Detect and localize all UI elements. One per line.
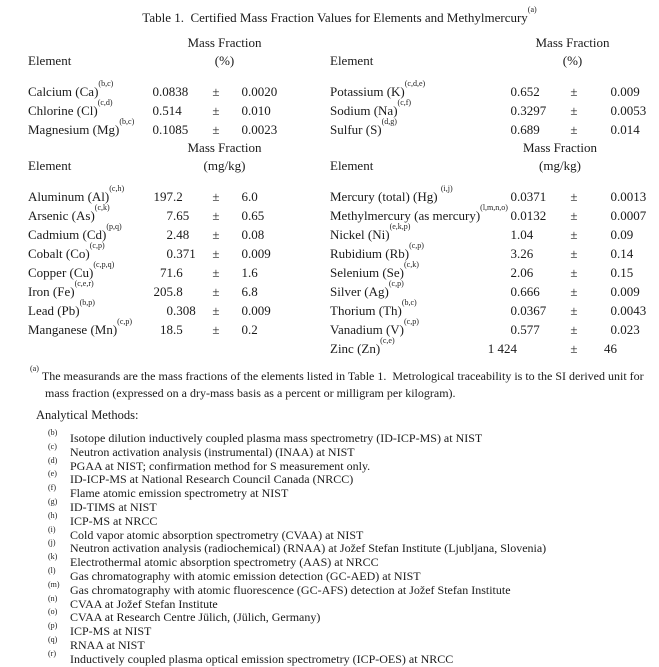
- column-header-unit: (%): [214, 53, 235, 68]
- uncertainty-value-int: 0: [610, 246, 617, 261]
- element-name: Thorium $(Th)^{(b,c)}$: [330, 298, 417, 318]
- plus-minus-sign: ±: [570, 122, 578, 137]
- mass-fraction-value: [152, 282, 203, 301]
- element-row: [330, 79, 651, 101]
- element-name: Methylmercury (as mercury)$^{(l,m,n,o)}$: [330, 203, 508, 223]
- element-footnote-sup: (b,c): [401, 298, 417, 308]
- mass-fraction-value-int: 197: [153, 189, 173, 204]
- mass-fraction-value-int: 0: [152, 122, 159, 137]
- element-name: Sodium $(Na)^{(c,f)}$: [330, 98, 412, 118]
- uncertainty-value-int: 0: [610, 227, 617, 242]
- uncertainty-value-int: 0: [610, 265, 617, 280]
- mass-fraction-value-frac: .514: [159, 103, 182, 118]
- element-name: Selenium $(Se)^{(c,k)}$: [330, 260, 419, 280]
- uncertainty-value-frac: .08: [248, 227, 265, 242]
- mass-fraction-value: [485, 282, 561, 301]
- element-name: Iron $(Fe)^{(c,e,r)}$: [28, 279, 94, 299]
- mass-fraction-value-frac: .6: [173, 265, 183, 280]
- method-item: (o) CVAA at Research Centre Jülich, (Jülich, Germany): [48, 607, 321, 625]
- element-row: [330, 336, 651, 358]
- method-item: (k) Electrothermal atomic absorption spectrometry (AAS) at NRCC: [48, 552, 379, 570]
- uncertainty-value: [603, 187, 646, 206]
- mass-fraction-value: [152, 320, 203, 339]
- element-name: Nickel $(Ni)^{(e,k,p)}$: [330, 222, 411, 242]
- element-row: [28, 298, 330, 320]
- uncertainty-value-frac: .014: [617, 122, 640, 137]
- element-name: Rubidium $(Rb)^{(c,p)}$: [330, 241, 424, 261]
- element-name: Vanadium $(V)^{(c,p)}$: [330, 317, 419, 337]
- mass-fraction-value-frac: .04: [517, 227, 534, 242]
- uncertainty-value-frac: .8: [248, 284, 258, 299]
- uncertainty-value-int: 0: [610, 84, 617, 99]
- method-text: Flame atomic emission spectrometry at NIST: [70, 486, 289, 501]
- mass-fraction-value-frac: .2: [173, 189, 183, 204]
- column-header-element: Element: [28, 158, 72, 173]
- uncertainty-value: [241, 320, 258, 339]
- mass-fraction-value: [152, 101, 203, 120]
- mass-fraction-value: [485, 225, 561, 244]
- table-title-text: Table 1. Certified Mass Fraction Values for Elements and Methylmercury: [142, 10, 528, 25]
- method-item: (g) ID-TIMS at NIST: [48, 496, 157, 514]
- mass-fraction-value-frac: .8: [173, 284, 183, 299]
- element-footnote-sup: (c,p): [388, 279, 404, 289]
- plus-minus-sign: ±: [212, 84, 220, 99]
- uncertainty-value-int: 46: [604, 341, 617, 356]
- plus-minus-sign: ±: [570, 208, 578, 223]
- element-footnote-sup: (p,q): [106, 222, 122, 232]
- mass-fraction-value-frac: .48: [173, 227, 190, 242]
- header-spacer: [28, 34, 152, 52]
- mass-fraction-value-int: 0: [510, 122, 517, 137]
- element-footnote-sup: (c,h): [109, 184, 125, 194]
- header-spacer: [330, 139, 485, 157]
- element-footnote-sup: (c,k): [94, 203, 110, 213]
- mass-fraction-value-int: 0: [510, 84, 517, 99]
- uncertainty-value-int: 0: [610, 284, 617, 299]
- table-title: [28, 5, 651, 27]
- plus-minus-sign: ±: [212, 227, 220, 242]
- mass-fraction-value-int: 3: [510, 246, 517, 261]
- element-name: Aluminum $(Al)^{(c,h)}$: [28, 184, 125, 204]
- mgkg-table-right: [330, 139, 651, 358]
- method-item: (d) PGAA at NIST; confirmation method for S measurement only.: [48, 455, 371, 473]
- mass-fraction-value-frac: .371: [173, 246, 196, 261]
- uncertainty-value: [241, 82, 277, 101]
- mass-fraction-value-int: 2: [166, 227, 173, 242]
- element-name: Silver $(Ag)^{(c,p)}$: [330, 279, 404, 299]
- mass-fraction-value-frac: .0367: [517, 303, 547, 318]
- mass-fraction-value-int: 18: [160, 322, 173, 337]
- plus-minus-sign: ±: [212, 322, 220, 337]
- element-footnote-sup: (c,p): [409, 241, 424, 251]
- mgkg-right-header: [330, 139, 651, 175]
- element-footnote-sup: (d,g): [381, 117, 397, 127]
- mass-fraction-value: [485, 320, 561, 339]
- mass-fraction-value-frac: .0132: [517, 208, 547, 223]
- element-name: Sulfur $(S)^{(d,g)}$: [330, 117, 397, 137]
- method-text: PGAA at NIST; confirmation method for S measurement only.: [70, 458, 371, 473]
- column-header-mass-fraction: Mass Fraction: [522, 140, 598, 155]
- mass-fraction-value-frac: .652: [517, 84, 540, 99]
- mgkg-section: [28, 139, 651, 358]
- footnote-a-marker: (a): [30, 363, 39, 373]
- percent-table-left: [28, 34, 330, 139]
- method-item: (b) Isotope dilution inductively coupled plasma mass spectrometry (ID-ICP-MS) at NIST: [48, 428, 483, 445]
- uncertainty-value: [603, 263, 633, 282]
- mgkg-right-rows: [330, 184, 651, 358]
- mass-fraction-value-int: 0: [166, 303, 173, 318]
- method-text: Gas chromatography with atomic emission detection (GC-AED) at NIST: [70, 568, 421, 583]
- mass-fraction-value-frac: .3297: [517, 103, 547, 118]
- uncertainty-value-int: 6: [241, 189, 248, 204]
- method-text: ID-TIMS at NIST: [70, 499, 157, 514]
- element-row: [28, 184, 330, 206]
- column-header-unit: (mg/kg): [539, 158, 581, 173]
- mass-fraction-value: [485, 301, 561, 320]
- uncertainty-value: [603, 282, 640, 301]
- plus-minus-sign: ±: [570, 284, 578, 299]
- method-text: Electrothermal atomic absorption spectrometry (AAS) at NRCC: [70, 555, 379, 570]
- mass-fraction-value: [152, 120, 203, 139]
- mass-fraction-value-frac: .1085: [159, 122, 189, 137]
- element-name: Potassium $(K)^{(c,d,e)}$: [330, 79, 426, 99]
- plus-minus-sign: ±: [212, 284, 220, 299]
- mass-fraction-value-int: 0: [510, 189, 517, 204]
- uncertainty-value-int: 0: [610, 303, 617, 318]
- percent-table-right: [330, 34, 651, 139]
- uncertainty-value-frac: .15: [617, 265, 634, 280]
- plus-minus-sign: ±: [212, 103, 220, 118]
- element-footnote-sup: (c,f): [397, 98, 412, 108]
- plus-minus-sign: ±: [570, 265, 578, 280]
- uncertainty-value-int: 6: [241, 284, 248, 299]
- method-text: ID-ICP-MS at National Research Council Canada (NRCC): [70, 472, 354, 487]
- element-name: Mercury (total) (Hg) $^{(i,j)}$: [330, 184, 453, 204]
- uncertainty-value-frac: .6: [248, 265, 258, 280]
- element-row: [330, 241, 651, 263]
- mass-fraction-value-int: 1: [510, 227, 517, 242]
- element-footnote-sup: (b,c): [119, 117, 135, 127]
- method-text: ICP-MS at NRCC: [70, 513, 158, 528]
- uncertainty-value: [603, 339, 617, 358]
- uncertainty-value-frac: .0: [248, 189, 258, 204]
- mass-fraction-value-int: 1 424: [487, 341, 517, 356]
- element-name: Arsenic $(As)^{(c,k)}$: [28, 203, 110, 223]
- mass-fraction-value-frac: .577: [517, 322, 540, 337]
- element-row: [28, 79, 330, 101]
- mass-fraction-value-int: 71: [160, 265, 173, 280]
- method-text: Neutron activation analysis (instrumental) (INAA) at NIST: [70, 444, 355, 459]
- uncertainty-value: [603, 101, 646, 120]
- plus-minus-sign: ±: [570, 227, 578, 242]
- element-footnote-sup: (c,p): [89, 241, 105, 251]
- mgkg-table-left: [28, 139, 330, 358]
- uncertainty-value-frac: .023: [617, 322, 640, 337]
- uncertainty-value-frac: .0020: [248, 84, 278, 99]
- uncertainty-value-frac: .0007: [617, 208, 647, 223]
- uncertainty-value-frac: .09: [617, 227, 634, 242]
- element-name: Lead $(Pb)^{(b,p)}$: [28, 298, 95, 318]
- mass-fraction-value-int: 0: [166, 246, 173, 261]
- mass-fraction-value-int: 0: [152, 103, 159, 118]
- uncertainty-value-int: 0: [241, 103, 248, 118]
- plus-minus-sign: ±: [212, 265, 220, 280]
- uncertainty-value: [241, 244, 271, 263]
- element-name: Chlorine $(Cl)^{(c,d)}$: [28, 98, 113, 118]
- method-item: (n) CVAA at Jožef Stefan Institute: [48, 593, 218, 611]
- mass-fraction-value-frac: .65: [173, 208, 190, 223]
- analytical-methods-heading: Analytical Methods:: [36, 408, 139, 422]
- plus-minus-sign: ±: [212, 246, 220, 261]
- element-footnote-sup: (c,e,r): [74, 279, 94, 289]
- mass-fraction-value-frac: .26: [517, 246, 534, 261]
- mass-fraction-value: [152, 263, 203, 282]
- plus-minus-sign: ±: [570, 84, 578, 99]
- element-footnote-sup: (b,c): [98, 79, 114, 89]
- element-row: [330, 298, 651, 320]
- uncertainty-value-int: 0: [610, 103, 617, 118]
- element-footnote-sup: (c,p,q): [93, 260, 115, 270]
- plus-minus-sign: ±: [570, 103, 578, 118]
- mgkg-left-rows: [28, 184, 330, 339]
- plus-minus-sign: ±: [570, 303, 578, 318]
- method-item: (c) Neutron activation analysis (instrumental) (INAA) at NIST: [48, 441, 355, 459]
- mass-fraction-value-frac: .0838: [159, 84, 189, 99]
- uncertainty-value: [241, 101, 271, 120]
- mass-fraction-value-int: 0: [510, 103, 517, 118]
- uncertainty-value-int: 0: [610, 189, 617, 204]
- mass-fraction-value: [152, 206, 203, 225]
- mass-fraction-value: [510, 101, 561, 120]
- method-item: (e) ID-ICP-MS at National Research Council Canada (NRCC): [48, 469, 354, 487]
- mass-fraction-value: [485, 339, 561, 358]
- mass-fraction-value: [510, 120, 561, 139]
- uncertainty-value: [241, 206, 264, 225]
- uncertainty-value-frac: .009: [617, 84, 640, 99]
- uncertainty-value-frac: .0043: [617, 303, 647, 318]
- footnote-a: [28, 363, 651, 402]
- mass-fraction-value: [152, 225, 203, 244]
- uncertainty-value: [241, 120, 277, 139]
- uncertainty-value-frac: .009: [248, 246, 271, 261]
- method-text: ICP-MS at NIST: [70, 624, 152, 639]
- mass-fraction-value-int: 2: [510, 265, 517, 280]
- uncertainty-value-int: 0: [610, 208, 617, 223]
- uncertainty-value: [603, 244, 633, 263]
- uncertainty-value-int: 1: [241, 265, 248, 280]
- column-header-mass-fraction: Mass Fraction: [535, 35, 610, 50]
- column-header-mass-fraction: Mass Fraction: [187, 140, 262, 155]
- header-spacer: [330, 34, 510, 52]
- method-text: CVAA at Research Centre Jülich, (Jülich, Germany): [70, 610, 321, 625]
- uncertainty-value-frac: .0053: [617, 103, 647, 118]
- uncertainty-value-int: 0: [610, 122, 617, 137]
- header-spacer: [28, 139, 152, 157]
- element-footnote-sup: (i,j): [440, 184, 453, 194]
- mass-fraction-value: [485, 263, 561, 282]
- element-name: Calcium $(Ca)^{(b,c)}$: [28, 79, 114, 99]
- element-name: Copper $(Cu)^{(c,p,q)}$: [28, 260, 115, 280]
- uncertainty-value: [603, 82, 640, 101]
- percent-left-header: [28, 34, 330, 70]
- method-text: RNAA at NIST: [70, 637, 145, 652]
- percent-left-rows: [28, 79, 330, 139]
- uncertainty-value-frac: .010: [248, 103, 271, 118]
- uncertainty-value: [241, 187, 258, 206]
- method-text: CVAA at Jožef Stefan Institute: [70, 596, 218, 611]
- plus-minus-sign: ±: [570, 322, 578, 337]
- plus-minus-sign: ±: [570, 246, 578, 261]
- uncertainty-value-int: 0: [241, 322, 248, 337]
- element-name: Cobalt $(Co)^{(c,p)}$: [28, 241, 105, 261]
- mass-fraction-value: [152, 244, 203, 263]
- mass-fraction-value: [152, 82, 203, 101]
- element-row: [330, 203, 651, 225]
- element-row: [330, 98, 651, 120]
- element-name: Zinc $(Zn)^{(c,e)}$: [330, 336, 395, 356]
- element-row: [28, 222, 330, 244]
- element-footnote-sup: (c,e): [380, 336, 395, 346]
- uncertainty-value-frac: .14: [617, 246, 634, 261]
- method-text: Inductively coupled plasma optical emission spectrometry (ICP-OES) at NRCC: [70, 651, 454, 666]
- table-title-footnote-sup: (a): [527, 5, 537, 15]
- mass-fraction-value-frac: .308: [173, 303, 196, 318]
- method-item: (p) ICP-MS at NIST: [48, 621, 152, 639]
- mass-fraction-value-frac: .06: [517, 265, 534, 280]
- mass-fraction-value-int: 0: [510, 303, 517, 318]
- mass-fraction-value-frac: .5: [173, 322, 183, 337]
- element-row: [330, 260, 651, 282]
- element-name: Cadmium $(Cd)^{(p,q)}$: [28, 222, 122, 242]
- method-text: Neutron activation analysis (radiochemical) (RNAA) at Jožef Stefan Institute (Ljubljana, Slovenia): [70, 541, 547, 556]
- mass-fraction-value-frac: .0371: [517, 189, 547, 204]
- uncertainty-value-int: 0: [241, 246, 248, 261]
- mass-fraction-value: [485, 244, 561, 263]
- footnote-a-text: The measurands are the mass fractions of the elements listed in Table 1. Metrological traceability is to the SI derived unit for mass fraction (expressed on a dry-mass basis as a percent or milligram per kilogram).: [41, 369, 647, 400]
- element-name: Manganese $(Mn)^{(c,p)}$: [28, 317, 133, 337]
- uncertainty-value: [241, 282, 258, 301]
- method-item: (m) Gas chromatography with atomic fluorescence (GC-AFS) detection at Jožef Stefan Institute: [48, 579, 511, 597]
- mass-fraction-value-int: 0: [510, 208, 517, 223]
- element-footnote-sup: (l,m,n,o): [480, 203, 508, 213]
- element-row: [330, 117, 651, 139]
- uncertainty-value: [241, 225, 264, 244]
- method-item: (i) Cold vapor atomic absorption spectrometry (CVAA) at NIST: [48, 524, 364, 542]
- percent-right-rows: [330, 79, 651, 139]
- uncertainty-value: [603, 301, 646, 320]
- uncertainty-value-int: 0: [241, 208, 248, 223]
- uncertainty-value-frac: .0013: [617, 189, 647, 204]
- column-header-element: Element: [330, 53, 374, 68]
- percent-section: [28, 34, 651, 139]
- method-text: Isotope dilution inductively coupled plasma mass spectrometry (ID-ICP-MS) at NIST: [70, 431, 483, 445]
- element-row: [28, 279, 330, 301]
- method-item: (l) Gas chromatography with atomic emission detection (GC-AED) at NIST: [48, 565, 421, 583]
- method-item: (j) Neutron activation analysis (radiochemical) (RNAA) at Jožef Stefan Institute (Ljubljana, Slovenia): [48, 538, 547, 556]
- element-name: Magnesium $(Mg)^{(b,c)}$: [28, 117, 135, 137]
- uncertainty-value-frac: .2: [248, 322, 258, 337]
- element-row: [28, 203, 330, 225]
- uncertainty-value-frac: .009: [617, 284, 640, 299]
- column-header-mass-fraction: Mass Fraction: [187, 35, 262, 50]
- mass-fraction-value-int: 205: [153, 284, 173, 299]
- method-item: (r) Inductively coupled plasma optical emission spectrometry (ICP-OES) at NRCC: [48, 648, 454, 666]
- uncertainty-value-int: 0: [241, 122, 248, 137]
- method-text: Gas chromatography with atomic fluorescence (GC-AFS) detection at Jožef Stefan Institute: [70, 582, 511, 597]
- uncertainty-value: [241, 263, 258, 282]
- element-footnote-sup: (b,p): [79, 298, 95, 308]
- column-header-unit: (%): [562, 53, 583, 68]
- plus-minus-sign: ±: [212, 208, 220, 223]
- method-item: (q) RNAA at NIST: [48, 634, 145, 652]
- uncertainty-value: [603, 120, 640, 139]
- mass-fraction-value-int: 0: [510, 322, 517, 337]
- element-row: [28, 317, 330, 339]
- element-footnote-sup: (c,d,e): [404, 79, 426, 89]
- uncertainty-value: [603, 206, 646, 225]
- method-item: (f) Flame atomic emission spectrometry at NIST: [48, 483, 289, 501]
- uncertainty-value: [603, 320, 640, 339]
- uncertainty-value-int: 0: [241, 84, 248, 99]
- column-header-element: Element: [330, 158, 374, 173]
- uncertainty-value-int: 0: [241, 303, 248, 318]
- element-row: [330, 317, 651, 339]
- element-row: [28, 117, 330, 139]
- element-row: [28, 260, 330, 282]
- column-header-element: Element: [28, 53, 72, 68]
- uncertainty-value-frac: .65: [248, 208, 265, 223]
- plus-minus-sign: ±: [212, 189, 220, 204]
- column-header-unit: (mg/kg): [203, 158, 246, 173]
- analytical-methods-list: [28, 428, 651, 667]
- uncertainty-value-frac: .0023: [248, 122, 278, 137]
- element-footnote-sup: (c,k): [404, 260, 419, 270]
- method-text: Cold vapor atomic absorption spectrometry (CVAA) at NIST: [70, 527, 364, 542]
- uncertainty-value-frac: .009: [248, 303, 271, 318]
- element-footnote-sup: (c,p): [404, 317, 419, 327]
- plus-minus-sign: ±: [570, 341, 578, 356]
- mass-fraction-value: [510, 82, 561, 101]
- uncertainty-value: [241, 301, 271, 320]
- element-row: [330, 279, 651, 301]
- mass-fraction-value: [152, 187, 203, 206]
- mass-fraction-value-frac: .689: [517, 122, 540, 137]
- element-footnote-sup: (c,d): [97, 98, 113, 108]
- element-row: [28, 241, 330, 263]
- mgkg-left-header: [28, 139, 330, 175]
- percent-right-header: [330, 34, 651, 70]
- mass-fraction-value-frac: .666: [517, 284, 540, 299]
- mass-fraction-value: [152, 301, 203, 320]
- uncertainty-value-int: 0: [610, 322, 617, 337]
- plus-minus-sign: ±: [212, 122, 220, 137]
- element-footnote-sup: (e,k,p): [389, 222, 411, 232]
- element-row: [330, 222, 651, 244]
- element-row: [28, 98, 330, 120]
- method-item: (h) ICP-MS at NRCC: [48, 510, 158, 528]
- mass-fraction-value-int: 0: [510, 284, 517, 299]
- mass-fraction-value-int: 0: [152, 84, 159, 99]
- mass-fraction-value-int: 7: [166, 208, 173, 223]
- plus-minus-sign: ±: [570, 189, 578, 204]
- plus-minus-sign: ±: [212, 303, 220, 318]
- uncertainty-value: [603, 225, 633, 244]
- uncertainty-value-int: 0: [241, 227, 248, 242]
- element-footnote-sup: (c,p): [117, 317, 133, 327]
